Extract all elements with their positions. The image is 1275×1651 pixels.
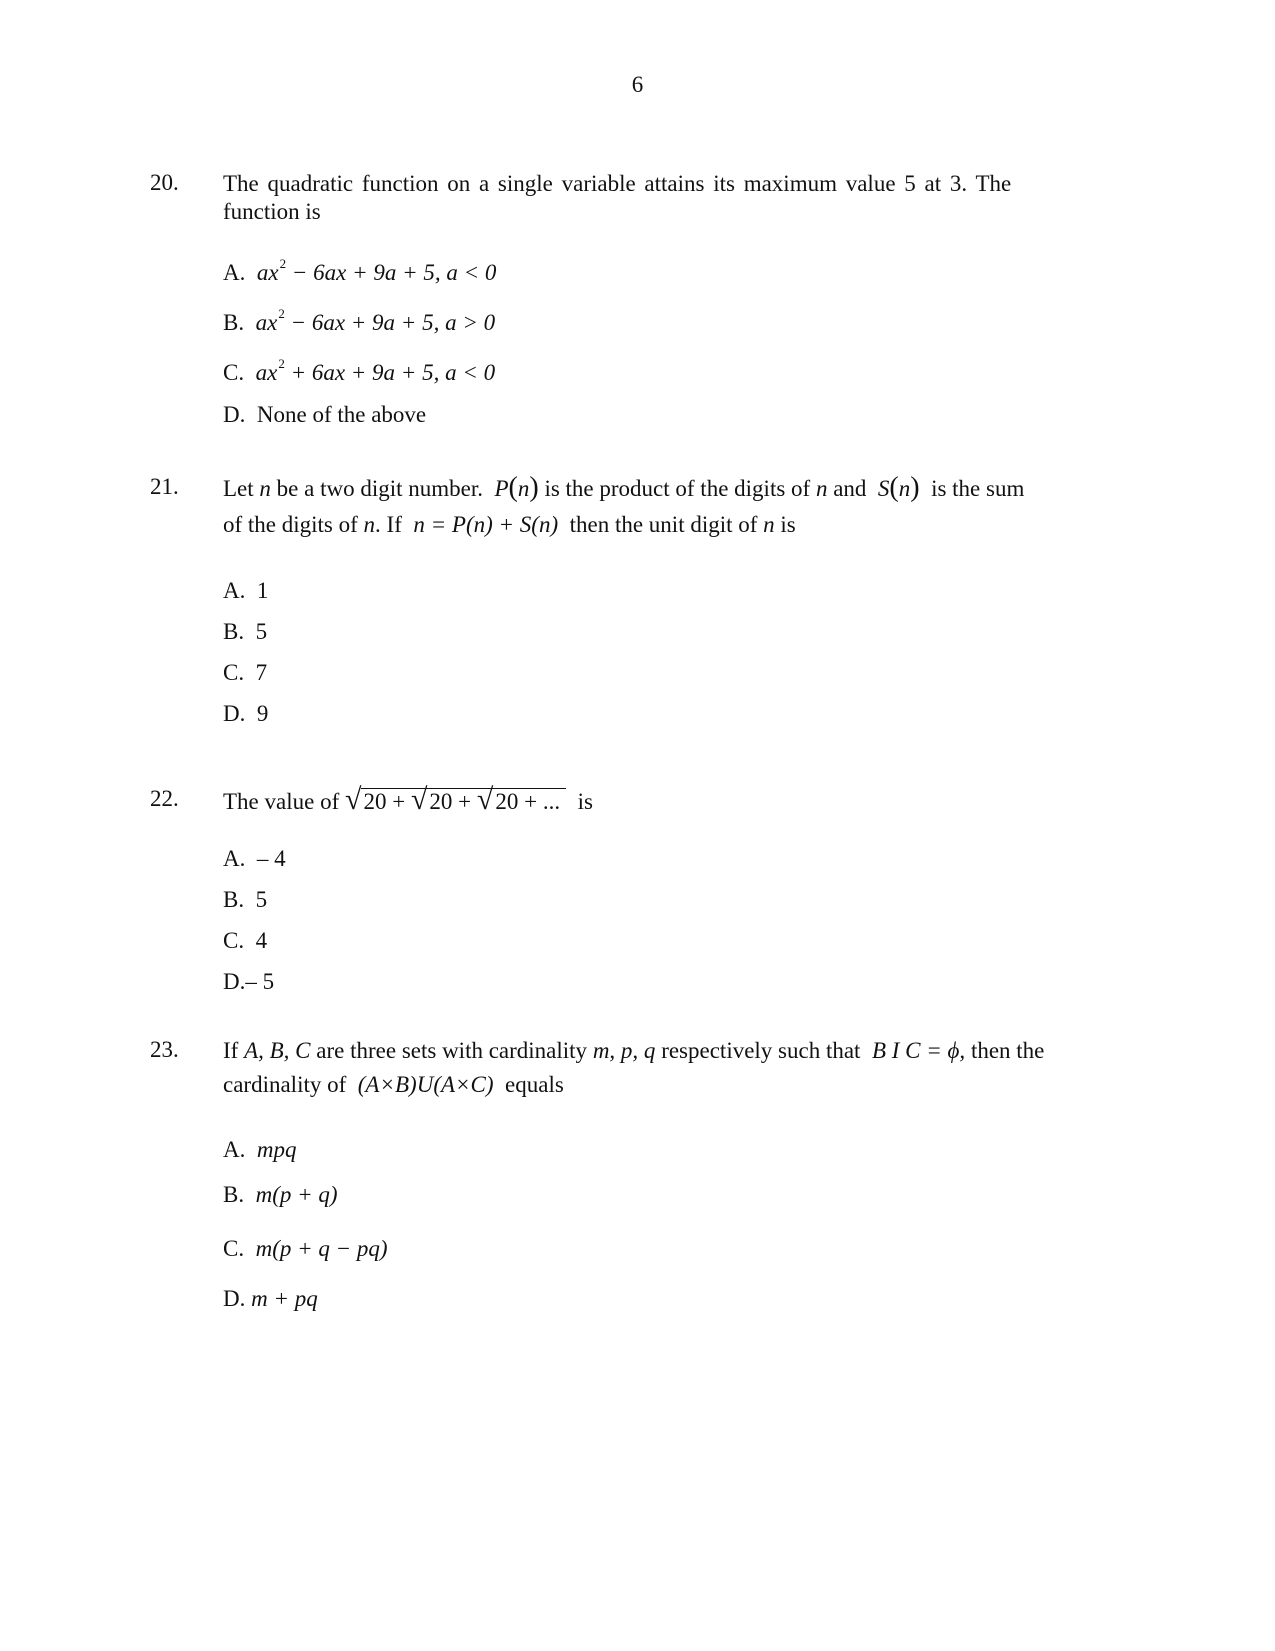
question-number: 22. xyxy=(150,786,179,811)
expr-part: − 6ax + 9a + 5, a > 0 xyxy=(284,310,496,335)
var: n xyxy=(898,476,911,501)
cardinalities: m, p, q xyxy=(592,1038,656,1063)
option-text: None of the above xyxy=(256,402,427,427)
option-a xyxy=(223,256,496,286)
question-number: 21. xyxy=(150,474,179,499)
sqrt-icon: √ xyxy=(410,783,428,816)
question-text-line xyxy=(223,1037,1123,1065)
option-text: 9 xyxy=(256,701,269,726)
option-d xyxy=(223,1286,318,1312)
text: Let xyxy=(223,476,254,501)
option-a xyxy=(223,1137,297,1163)
option-d xyxy=(223,701,268,727)
option-label: A. xyxy=(223,1137,246,1162)
option-label: C. xyxy=(223,1236,245,1261)
paren: ) xyxy=(529,472,539,503)
option-a xyxy=(223,578,268,604)
var: S xyxy=(877,476,890,501)
var: n xyxy=(517,476,530,501)
radicand-text: 20 + xyxy=(429,789,472,814)
option-label: A. xyxy=(223,578,246,603)
option-text: 4 xyxy=(255,928,268,953)
text: then the unit digit of xyxy=(569,512,758,537)
text: is xyxy=(780,512,796,537)
expr-part: − 6ax + 9a + 5, a < 0 xyxy=(286,260,497,285)
exponent: 2 xyxy=(278,306,285,321)
option-expr: m(p + q − pq) xyxy=(255,1236,388,1261)
question-text-line xyxy=(223,474,1123,503)
option-label: A. xyxy=(223,846,246,871)
option-label: C. xyxy=(223,360,245,385)
option-text: 5 xyxy=(255,619,268,644)
option-label: C. xyxy=(223,660,245,685)
option-expr xyxy=(255,356,496,385)
option-label: C. xyxy=(223,928,245,953)
option-label: D. xyxy=(223,402,246,427)
option-expr: m + pq xyxy=(251,1286,318,1311)
option-text: – 5 xyxy=(245,969,275,994)
page-number: 6 xyxy=(631,72,644,97)
radicand xyxy=(361,783,566,816)
option-text: – 4 xyxy=(256,846,286,871)
option-label: B. xyxy=(223,1182,245,1207)
option-c xyxy=(223,356,495,386)
nested-radical xyxy=(344,783,566,816)
text: If xyxy=(223,1038,239,1063)
option-label: D. xyxy=(223,1286,246,1311)
text: of the digits of xyxy=(223,512,358,537)
text: is the product of the digits of xyxy=(544,476,811,501)
option-d xyxy=(223,969,274,995)
equation: n = P(n) + S(n) xyxy=(413,512,559,537)
question-number: 23. xyxy=(150,1037,179,1062)
text: cardinality of xyxy=(223,1072,347,1097)
expression: (A×B)U(A×C) xyxy=(357,1072,494,1097)
text: then the xyxy=(970,1038,1045,1063)
radicand-text: 20 + xyxy=(363,789,406,814)
paren: ( xyxy=(508,472,518,503)
option-b xyxy=(223,619,267,645)
option-a xyxy=(223,846,286,872)
var: n xyxy=(815,476,828,501)
question-text-line xyxy=(223,511,1123,539)
option-label: A. xyxy=(223,260,246,285)
option-label: D. xyxy=(223,701,246,726)
question-text-line xyxy=(223,1071,1123,1099)
var: n xyxy=(763,512,775,537)
question-20 xyxy=(150,170,1130,427)
option-text: 7 xyxy=(255,660,268,685)
option-d xyxy=(223,402,426,428)
expr-part: ax xyxy=(256,260,279,285)
question-text-line: function is xyxy=(223,199,321,224)
expr-part: ax xyxy=(255,360,278,385)
question-21 xyxy=(150,472,1130,726)
radicand xyxy=(493,788,562,814)
option-expr xyxy=(256,256,497,285)
paren: ) xyxy=(910,472,920,503)
text: . If xyxy=(375,512,402,537)
exponent: 2 xyxy=(279,256,287,271)
var: P xyxy=(494,476,509,501)
text: be a two digit number. xyxy=(276,476,483,501)
question-23 xyxy=(150,1037,1130,1311)
text: equals xyxy=(505,1072,564,1097)
var: n xyxy=(259,476,271,501)
option-expr: mpq xyxy=(256,1137,297,1162)
expr-part: ax xyxy=(255,310,278,335)
expr-part: + 6ax + 9a + 5, a < 0 xyxy=(284,360,496,385)
text: is the sum xyxy=(931,476,1025,501)
option-text: 1 xyxy=(256,578,269,603)
sets: A, B, C xyxy=(244,1038,311,1063)
option-c xyxy=(223,1236,388,1262)
text: and xyxy=(833,476,867,501)
text: The value of xyxy=(223,789,340,814)
sqrt-icon: √ xyxy=(344,783,362,816)
question-text-line: The quadratic function on a single variable attains its maximum value 5 at 3. The xyxy=(223,171,1012,196)
option-b xyxy=(223,887,267,913)
option-label: D. xyxy=(223,969,246,994)
option-expr xyxy=(255,306,496,335)
var: n xyxy=(363,512,376,537)
option-text: 5 xyxy=(255,887,268,912)
option-b xyxy=(223,306,495,336)
question-number: 20. xyxy=(150,170,179,195)
option-label: B. xyxy=(223,619,245,644)
condition: B I C = ϕ, xyxy=(871,1038,966,1063)
option-b xyxy=(223,1182,338,1208)
option-expr: m(p + q) xyxy=(255,1182,338,1207)
option-label: B. xyxy=(223,310,245,335)
option-c xyxy=(223,928,267,954)
paren: ( xyxy=(889,472,899,503)
text: respectively such that xyxy=(661,1038,861,1063)
question-22 xyxy=(150,783,1130,994)
text: are three sets with cardinality xyxy=(316,1038,588,1063)
radicand-text: 20 + ... xyxy=(495,789,561,814)
text: is xyxy=(577,789,593,814)
option-label: B. xyxy=(223,887,245,912)
radicand xyxy=(427,783,564,816)
sqrt-icon: √ xyxy=(476,783,494,816)
exponent: 2 xyxy=(278,356,285,371)
option-c xyxy=(223,660,267,686)
